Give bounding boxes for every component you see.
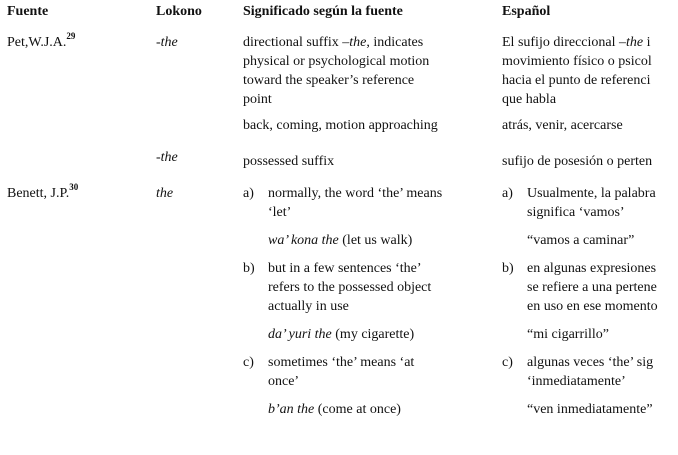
source-pet (7, 33, 75, 52)
meaning-en: but in a few sentences ‘the’ refers to the possessed object actually in use (268, 261, 432, 314)
example-en: da’ yuri the (my cigarette) (268, 327, 415, 342)
meaning-line: directional suffix –the, indicates (243, 35, 424, 50)
source-name: Benett, J.P. (7, 186, 70, 201)
meaning-es: algunas veces ‘the’ sig ‘inmediatamente’ (527, 355, 654, 389)
example-en: wa’ kona the (let us walk) (268, 233, 413, 248)
example-es: “vamos a caminar” (527, 233, 635, 248)
lokono-term: -the (156, 35, 178, 50)
lokono-term: -the (156, 150, 178, 165)
header-espanol: Español (502, 4, 551, 19)
meaning-es-extra: atrás, venir, acercarse (502, 118, 623, 133)
example-en: b’an the (come at once) (268, 402, 401, 417)
source-benett (7, 184, 78, 203)
meaning-line: movimiento físico o psicol (502, 54, 652, 69)
meaning-es: Usualmente, la palabra significa ‘vamos’ (527, 186, 656, 220)
meaning-line: physical or psychological motion (243, 54, 430, 69)
meaning-en: possessed suffix (243, 154, 335, 169)
footnote-ref: 29 (66, 31, 76, 42)
meaning-en (243, 33, 429, 109)
meaning-es: sufijo de posesión o perten (502, 154, 653, 169)
footnote-ref: 30 (69, 182, 79, 193)
list-marker: b) (502, 261, 514, 276)
example-es: “ven inmediatamente” (527, 402, 653, 417)
list-marker: c) (502, 355, 513, 370)
meaning-en: normally, the word ‘the’ means ‘let’ (268, 186, 443, 220)
header-lokono: Lokono (156, 4, 202, 19)
meaning-en: sometimes ‘the’ means ‘at once’ (268, 355, 415, 389)
example-es: “mi cigarrillo” (527, 327, 610, 342)
list-marker: a) (502, 186, 513, 201)
list-marker: c) (243, 355, 254, 370)
meaning-line: hacia el punto de referenci (502, 73, 651, 88)
meaning-es: en algunas expresiones se refiere a una pertene en uso en ese momento (527, 261, 658, 314)
meaning-line: toward the speaker’s reference (243, 73, 415, 88)
header-fuente: Fuente (7, 4, 49, 19)
list-marker: b) (243, 261, 255, 276)
source-name: Pet,W.J.A. (7, 35, 67, 50)
meaning-line: El sufijo direccional –the i (502, 35, 651, 50)
meaning-line: point (243, 92, 272, 107)
list-marker: a) (243, 186, 254, 201)
meaning-line: que habla (502, 92, 557, 107)
meaning-es (502, 33, 652, 109)
lokono-term: the (156, 186, 174, 201)
meaning-en-extra: back, coming, motion approaching (243, 118, 438, 133)
header-significado: Significado según la fuente (243, 4, 403, 19)
